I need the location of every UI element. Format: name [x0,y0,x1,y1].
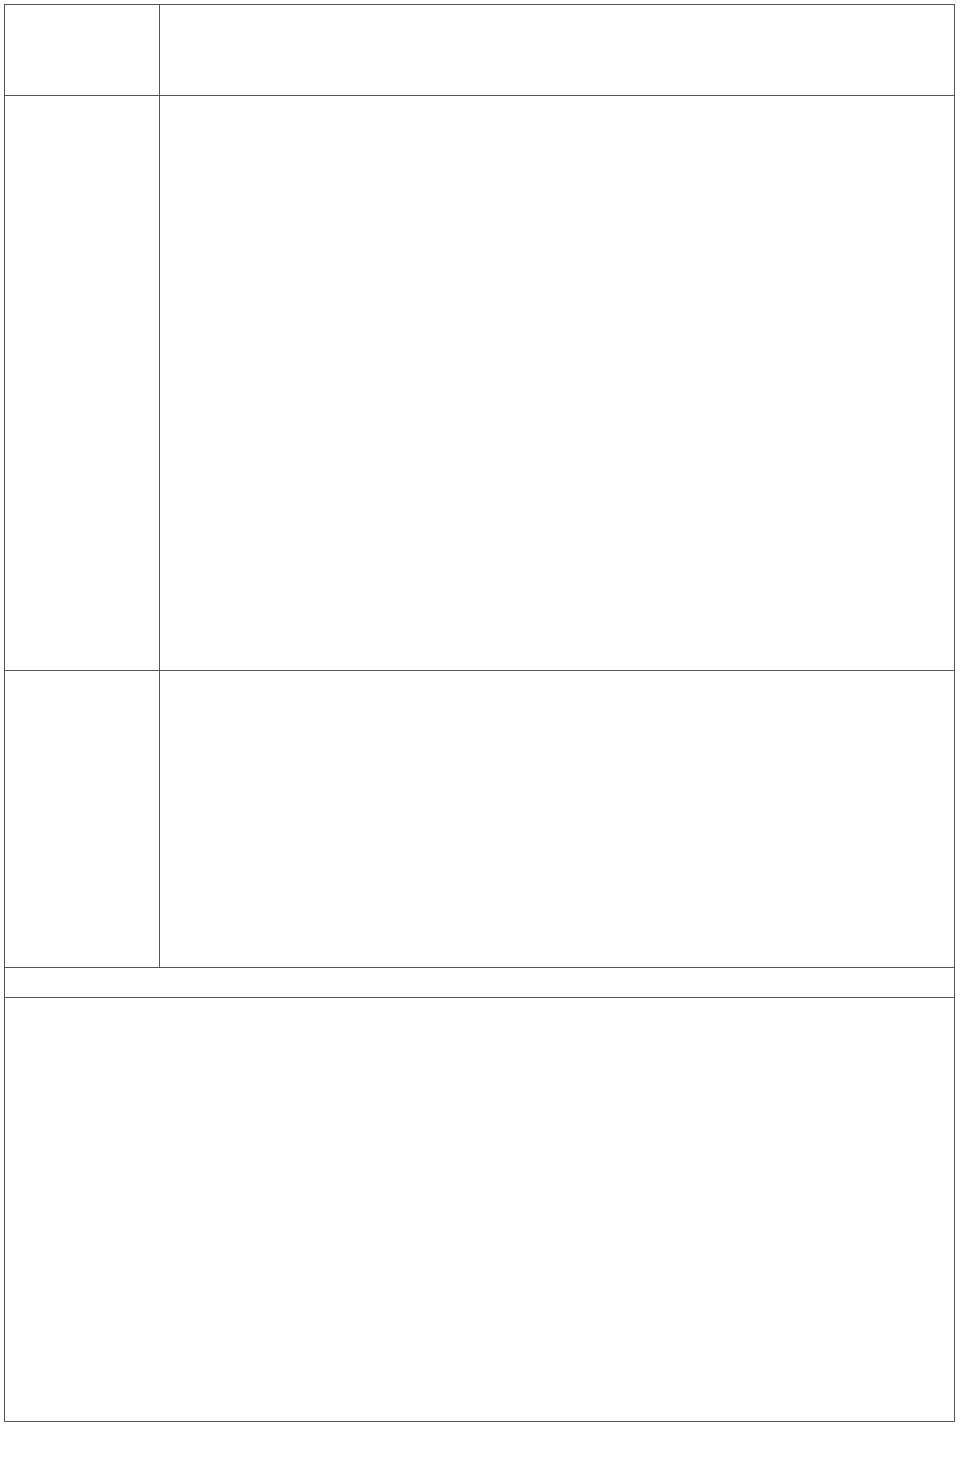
row-part-c-heading [5,968,954,998]
row-competencies [5,671,954,968]
part-c-heading [5,968,954,997]
skills-content [172,94,954,123]
competencies-intro [172,671,954,701]
syllabus-table [4,4,955,1422]
competencies-content [172,671,954,701]
competencies-label-cell [5,671,160,967]
skills-intro [172,94,954,123]
row-skills [5,94,954,671]
plan-title [16,998,954,1023]
empty-label-cell [5,5,160,95]
row-plan [5,998,954,1421]
top-list [172,5,954,7]
row-top-list [5,5,954,96]
skills-label-cell [5,94,160,670]
plan-content [5,998,954,1023]
